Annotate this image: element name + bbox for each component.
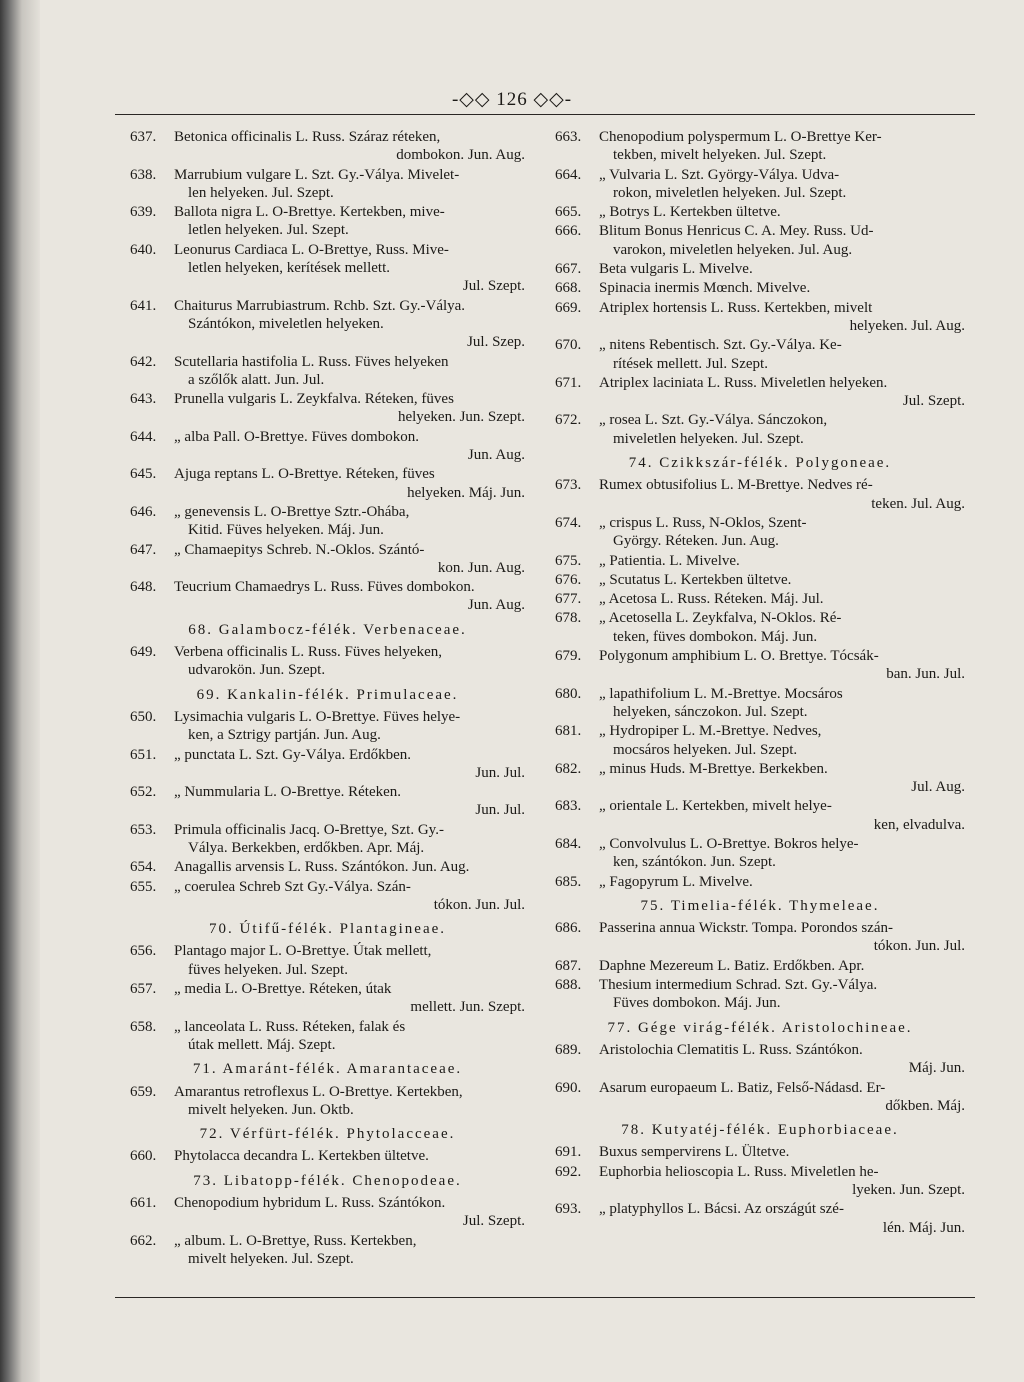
entry-number: 640. <box>130 241 157 258</box>
species-entry <box>130 503 525 540</box>
entry-text: Marrubium vulgare L. Szt. Gy.-Vályа. Mivelet- <box>174 166 460 183</box>
entry-text-continuation: dőkben. Máj. <box>885 1097 965 1114</box>
entry-text: „ Patientia. L. Mivelve. <box>599 552 740 569</box>
entry-number: 657. <box>130 981 157 998</box>
species-entry <box>555 571 965 589</box>
entry-text: Lysimachia vulgaris L. O-Brettye. Füves helye- <box>174 708 461 725</box>
entry-number: 669. <box>555 299 582 316</box>
entry-text-continuation: helyeken. Jul. Aug. <box>849 317 965 334</box>
entry-text: „ crispus L. Russ, N-Oklos, Szent- <box>599 514 807 531</box>
entry-text: „ album. L. O-Brettye, Russ. Kertekben, <box>174 1232 417 1249</box>
species-entry <box>555 222 965 259</box>
entry-text: Aristolochia Clematitis L. Russ. Szántókon. <box>599 1041 863 1058</box>
species-entry <box>130 465 525 502</box>
species-entry <box>555 374 965 411</box>
entry-number: 676. <box>555 571 582 588</box>
entry-number: 690. <box>555 1079 582 1096</box>
entry-text-continuation: György. Réteken. Jun. Aug. <box>613 533 779 550</box>
species-entry <box>555 647 965 684</box>
entry-text-continuation: útak mellett. Máj. Szept. <box>188 1036 336 1053</box>
entry-text: Anagallis arvensis L. Russ. Szántókon. Jun. Aug. <box>174 859 470 876</box>
entry-text: „ Botrys L. Kertekben ültetve. <box>599 204 781 221</box>
family-heading: 73. Libatopp-félék. Chenopodeae. <box>193 1172 462 1189</box>
entry-text: „ punctata L. Szt. Gy-Vályа. Erdőkben. <box>174 746 412 763</box>
entry-number: 663. <box>555 129 582 145</box>
entry-text: Betonica officinalis L. Russ. Száraz réteken, <box>174 129 441 145</box>
entry-number: 651. <box>130 746 157 763</box>
entry-number: 673. <box>555 477 582 494</box>
entry-text: Teucrium Chamaedrys L. Russ. Füves dombokon. <box>174 579 475 596</box>
entry-text-continuation: dombokon. Jun. Aug. <box>396 147 525 164</box>
entry-text-continuation: helyeken. Jun. Szept. <box>397 409 525 426</box>
entry-text: „ Vulvaria L. Szt. György-Vályа. Udva- <box>599 166 840 183</box>
entry-text: „ Acetosa L. Russ. Réteken. Máj. Jul. <box>599 591 824 608</box>
species-entry <box>555 336 965 373</box>
entry-number: 643. <box>130 391 157 408</box>
species-entry <box>555 552 965 570</box>
entry-number: 680. <box>555 685 582 702</box>
header-rule <box>115 114 975 115</box>
family-heading: 68. Galambocz-félék. Verbenaceae. <box>188 621 467 638</box>
entry-text: „ Hydropiper L. M.-Brettye. Nedves, <box>599 723 822 740</box>
entry-text-continuation: Jun. Jul. <box>475 802 525 819</box>
species-entry <box>555 203 965 221</box>
entry-text: Beta vulgaris L. Mivelve. <box>599 261 753 278</box>
page-number: -◇◇ 126 ◇◇- <box>451 89 573 110</box>
entry-text: Amarantus retroflexus L. O-Brettye. Kertekben, <box>174 1083 463 1100</box>
species-entry <box>555 260 965 278</box>
left-column <box>130 128 525 1269</box>
entry-text: „ Fagopyrum L. Mivelve. <box>599 873 753 890</box>
entry-text: Euphorbia helioscopia L. Russ. Miveletlen he- <box>599 1163 879 1180</box>
entry-text: Chaiturus Marrubiastrum. Rchb. Szt. Gy.-Vályа. <box>174 297 466 314</box>
entry-text: Ballota nigra L. O-Brettye. Kertekben, mive- <box>174 204 445 221</box>
entry-number: 693. <box>555 1201 582 1218</box>
species-entry <box>555 976 965 1013</box>
entry-number: 661. <box>130 1195 157 1212</box>
entry-number: 666. <box>555 223 582 240</box>
entry-text-continuation: Jul. Szept. <box>462 278 525 295</box>
entry-text: „ lapathifolium L. M.-Brettye. Mocsáros <box>599 685 843 702</box>
entry-text: Chenopodium polyspermum L. O-Brettye Ker- <box>599 129 882 145</box>
species-entry <box>130 942 525 979</box>
species-entry <box>130 821 525 858</box>
entry-number: 683. <box>555 798 582 815</box>
entry-text-continuation: lén. Máj. Jun. <box>882 1219 965 1236</box>
entry-text-continuation: mellett. Jun. Szept. <box>410 999 525 1016</box>
entry-number: 687. <box>555 957 582 974</box>
species-entry <box>130 783 525 820</box>
entry-text: Blitum Bonus Henricus C. A. Mey. Russ. Ud- <box>599 223 874 240</box>
entry-text-continuation: ban. Jun. Jul. <box>886 666 965 683</box>
entry-number: 665. <box>555 204 582 221</box>
entry-number: 670. <box>555 337 582 354</box>
species-entry <box>130 643 525 680</box>
species-entry <box>555 919 965 956</box>
entry-text: „ rosea L. Szt. Gy.-Vályа. Sánczokon, <box>599 412 828 429</box>
species-entry <box>130 708 525 745</box>
species-entry <box>130 980 525 1017</box>
entry-number: 681. <box>555 723 582 740</box>
species-entry <box>555 760 965 797</box>
entry-text-continuation: teken. Jul. Aug. <box>871 495 965 512</box>
entry-number: 655. <box>130 878 157 895</box>
right-column <box>555 128 965 1238</box>
entry-number: 652. <box>130 784 157 801</box>
species-entry <box>130 541 525 578</box>
family-heading: 77. Gége virág-félék. Aristolochineae. <box>607 1019 913 1036</box>
species-entry <box>555 1200 965 1237</box>
entry-number: 689. <box>555 1041 582 1058</box>
entry-text: „ media L. O-Brettye. Réteken, útak <box>174 981 392 998</box>
entry-number: 648. <box>130 579 157 596</box>
entry-number: 660. <box>130 1148 157 1165</box>
entry-text: Chenopodium hybridum L. Russ. Szántókon. <box>174 1195 446 1212</box>
entry-number: 686. <box>555 920 582 937</box>
entry-text: Leonurus Cardiaca L. O-Brettye, Russ. Mive- <box>174 241 449 258</box>
entry-text: „ Nummularia L. O-Brettye. Réteken. <box>174 784 402 801</box>
entry-text-continuation: kon. Jun. Aug. <box>437 559 525 576</box>
entry-number: 677. <box>555 591 582 608</box>
entry-text: „ orientale L. Kertekben, mivelt helye- <box>599 798 832 815</box>
species-entry <box>555 476 965 513</box>
species-entry <box>555 279 965 297</box>
entry-text-continuation: Jul. Szept. <box>462 1213 525 1230</box>
species-entry <box>130 1083 525 1120</box>
entry-text-continuation: Jun. Jul. <box>475 764 525 781</box>
entry-number: 667. <box>555 261 582 278</box>
species-entry <box>555 957 965 975</box>
species-entry <box>130 297 525 352</box>
entry-number: 692. <box>555 1163 582 1180</box>
entry-text: Ajuga reptans L. O-Brettye. Réteken, füves <box>174 466 435 483</box>
book-spine-shadow <box>0 0 40 1382</box>
entry-text-continuation: tókon. Jun. Jul. <box>433 896 525 913</box>
entry-number: 659. <box>130 1083 157 1100</box>
species-entry <box>555 873 965 891</box>
entry-text: Scutellaria hastifolia L. Russ. Füves helyeken <box>174 353 449 370</box>
family-heading: 75. Timelia-félék. Thymeleae. <box>640 897 880 914</box>
species-entry <box>555 1163 965 1200</box>
entry-text-continuation: tókon. Jun. Jul. <box>873 938 965 955</box>
species-entry <box>130 1018 525 1055</box>
entry-number: 688. <box>555 977 582 994</box>
entry-number: 675. <box>555 552 582 569</box>
entry-text-continuation: Szántókon, miveletlen helyeken. <box>188 315 384 332</box>
species-entry <box>130 746 525 783</box>
species-entry <box>555 166 965 203</box>
entry-text-continuation: mocsáros helyeken. Jul. Szept. <box>613 741 798 758</box>
entry-text: „ genevensis L. O-Brettye Sztr.-Ohába, <box>174 503 410 520</box>
entry-number: 662. <box>130 1232 157 1249</box>
species-entry <box>130 878 525 915</box>
species-entry <box>130 241 525 296</box>
entry-number: 671. <box>555 374 582 391</box>
family-heading: 72. Vérfürt-félék. Phytolacceae. <box>199 1126 456 1143</box>
entry-text: Thesium intermedium Schrad. Szt. Gy.-Vályа. <box>599 977 878 994</box>
entry-text-continuation: ken, a Sztrigy partján. Jun. Aug. <box>188 727 381 744</box>
entry-text-continuation: teken, füves dombokon. Máj. Jun. <box>613 628 818 645</box>
entry-number: 646. <box>130 503 157 520</box>
entry-number: 644. <box>130 428 157 445</box>
entry-number: 641. <box>130 297 157 314</box>
entry-number: 637. <box>130 129 157 145</box>
entry-text: Polygonum amphibium L. O. Brettye. Tócsák- <box>599 648 879 665</box>
entry-text-continuation: ken, elvadulva. <box>873 816 965 833</box>
entry-text: Rumex obtusifolius L. M-Brettye. Nedves ré- <box>599 477 873 494</box>
entry-text: „ Acetosella L. Zeykfalva, N-Oklos. Ré- <box>599 610 842 627</box>
entry-text: Phytolacca decandra L. Kertekben ültetve. <box>174 1148 429 1165</box>
species-entry <box>130 390 525 427</box>
page-number-value: 126 <box>496 89 528 110</box>
species-entry <box>130 578 525 615</box>
species-entry <box>555 722 965 759</box>
entry-text: Primula officinalis Jacq. O-Brettye, Szt. Gy.- <box>174 821 444 838</box>
species-entry <box>130 128 525 165</box>
species-entry <box>130 166 525 203</box>
entry-number: 684. <box>555 835 582 852</box>
entry-text-continuation: ken, szántókon. Jun. Szept. <box>613 854 776 871</box>
entry-text-continuation: rokon, miveletlen helyeken. Jul. Szept. <box>613 184 847 201</box>
entry-text: Prunella vulgaris L. Zeykfalva. Réteken, füves <box>174 391 454 408</box>
species-entry <box>555 1041 965 1078</box>
entry-number: 654. <box>130 859 157 876</box>
entry-text-continuation: Jun. Aug. <box>467 597 525 614</box>
species-entry <box>555 797 965 834</box>
entry-text: „ Chamaepitys Schreb. N.-Oklos. Szántó- <box>174 541 425 558</box>
species-entry <box>555 128 965 165</box>
entry-text: „ nitens Rebentisch. Szt. Gy.-Vályа. Ke- <box>599 337 842 354</box>
species-entry <box>130 428 525 465</box>
entry-text-continuation: udvarokön. Jun. Szept. <box>188 662 326 679</box>
entry-text-continuation: Jul. Szep. <box>467 334 525 351</box>
entry-number: 678. <box>555 610 582 627</box>
entry-number: 653. <box>130 821 157 838</box>
family-heading: 74. Czikkszár-félék. Polygoneae. <box>628 455 892 472</box>
species-entry <box>555 299 965 336</box>
entry-text-continuation: letlen helyeken. Jul. Szept. <box>188 222 349 239</box>
entry-text: „ minus Huds. M-Brettye. Berkekben. <box>599 760 828 777</box>
entry-text: Atriplex laciniata L. Russ. Miveletlen helyeken. <box>599 374 888 391</box>
entry-text-continuation: varokon, miveletlen helyeken. Jul. Aug. <box>613 241 853 258</box>
entry-number: 649. <box>130 644 157 661</box>
species-entry <box>130 1147 525 1165</box>
entry-text-continuation: rítések mellett. Jul. Szept. <box>613 355 768 372</box>
entry-text-continuation: tekben, mivelt helyeken. Jul. Szept. <box>613 147 827 164</box>
family-heading: 70. Útifű-félék. Plantagineae. <box>208 921 447 938</box>
entry-text-continuation: mivelt helyeken. Jun. Oktb. <box>188 1101 354 1118</box>
entry-text-continuation: letlen helyeken, kerítések mellett. <box>188 260 391 277</box>
entry-text: „ Scutatus L. Kertekben ültetve. <box>599 571 792 588</box>
species-entry <box>555 1143 965 1161</box>
entry-text: „ coerulea Schreb Szt Gy.-Vályа. Szán- <box>174 878 411 895</box>
entry-text-continuation: helyeken. Máj. Jun. <box>407 484 525 501</box>
entry-number: 685. <box>555 873 582 890</box>
species-entry <box>555 835 965 872</box>
entry-text: „ lanceolata L. Russ. Réteken, falak és <box>174 1018 406 1035</box>
entry-text: Spinacia inermis Mœnch. Mivelve. <box>599 280 811 297</box>
entry-text-continuation: Füves dombokon. Máj. Jun. <box>613 995 781 1012</box>
species-entry <box>130 203 525 240</box>
entry-text-continuation: lyeken. Jun. Szept. <box>852 1182 965 1199</box>
species-entry <box>555 1079 965 1116</box>
entry-text-continuation: helyeken, sánczokon. Jul. Szept. <box>613 703 808 720</box>
entry-number: 639. <box>130 204 157 221</box>
entry-text: Daphne Mezereum L. Batiz. Erdőkben. Apr. <box>599 957 865 974</box>
species-entry <box>130 353 525 390</box>
entry-number: 658. <box>130 1018 157 1035</box>
species-entry <box>555 609 965 646</box>
family-heading: 71. Amaránt-félék. Amarantaceae. <box>192 1061 463 1078</box>
entry-text: Atriplex hortensis L. Russ. Kertekben, mivelt <box>599 299 873 316</box>
entry-text-continuation: a szőlők alatt. Jun. Jul. <box>188 371 325 388</box>
species-entry <box>555 411 965 448</box>
species-entry <box>130 858 525 876</box>
species-entry <box>130 1232 525 1269</box>
entry-text-continuation: füves helyeken. Jul. Szept. <box>188 961 348 978</box>
entry-text-continuation: Jul. Aug. <box>911 779 965 796</box>
entry-number: 645. <box>130 466 157 483</box>
entry-text-continuation: mivelt helyeken. Jul. Szept. <box>188 1250 354 1267</box>
entry-number: 638. <box>130 166 157 183</box>
entry-number: 668. <box>555 280 582 297</box>
entry-text-continuation: Máj. Jun. <box>908 1060 965 1077</box>
family-heading: 69. Kankalin-félék. Primulaceae. <box>196 686 459 703</box>
entry-text: „ platyphyllos L. Bácsi. Az országút szé- <box>599 1201 844 1218</box>
entry-number: 656. <box>130 943 157 960</box>
entry-text-continuation: Vályа. Berkekben, erdőkben. Apr. Máj. <box>188 839 425 856</box>
entry-text-continuation: Kitid. Füves helyeken. Máj. Jun. <box>188 522 384 539</box>
entry-text: Passerina annua Wickstr. Tompa. Porondos szán- <box>599 920 893 937</box>
entry-number: 691. <box>555 1144 582 1161</box>
entry-number: 647. <box>130 541 157 558</box>
entry-text-continuation: miveletlen helyeken. Jul. Szept. <box>613 430 804 447</box>
entry-text: Verbena officinalis L. Russ. Füves helyeken, <box>174 644 443 661</box>
entry-number: 674. <box>555 514 582 531</box>
entry-number: 650. <box>130 708 157 725</box>
entry-number: 672. <box>555 412 582 429</box>
species-entry <box>555 685 965 722</box>
entry-text: „ alba Pall. O-Brettye. Füves dombokon. <box>174 428 419 445</box>
entry-number: 679. <box>555 648 582 665</box>
entry-text-continuation: Jun. Aug. <box>467 447 525 464</box>
entry-number: 682. <box>555 760 582 777</box>
species-entry <box>555 590 965 608</box>
footer-rule <box>115 1297 975 1298</box>
entry-text: Asarum europaeum L. Batiz, Felső-Nádasd. Er- <box>599 1079 886 1096</box>
entry-text: Plantago major L. O-Brettye. Útak mellett, <box>174 943 432 960</box>
species-entry <box>555 514 965 551</box>
entry-text: „ Convolvulus L. O-Brettye. Bokros helye- <box>599 835 859 852</box>
species-entry <box>130 1194 525 1231</box>
entry-text-continuation: Jul. Szept. <box>902 393 965 410</box>
entry-number: 642. <box>130 353 157 370</box>
entry-text-continuation: len helyeken. Jul. Szept. <box>188 184 334 201</box>
family-heading: 78. Kutyatéj-félék. Euphorbiaceae. <box>621 1122 899 1139</box>
entry-text: Buxus sempervirens L. Ültetve. <box>599 1144 790 1161</box>
entry-number: 664. <box>555 166 582 183</box>
